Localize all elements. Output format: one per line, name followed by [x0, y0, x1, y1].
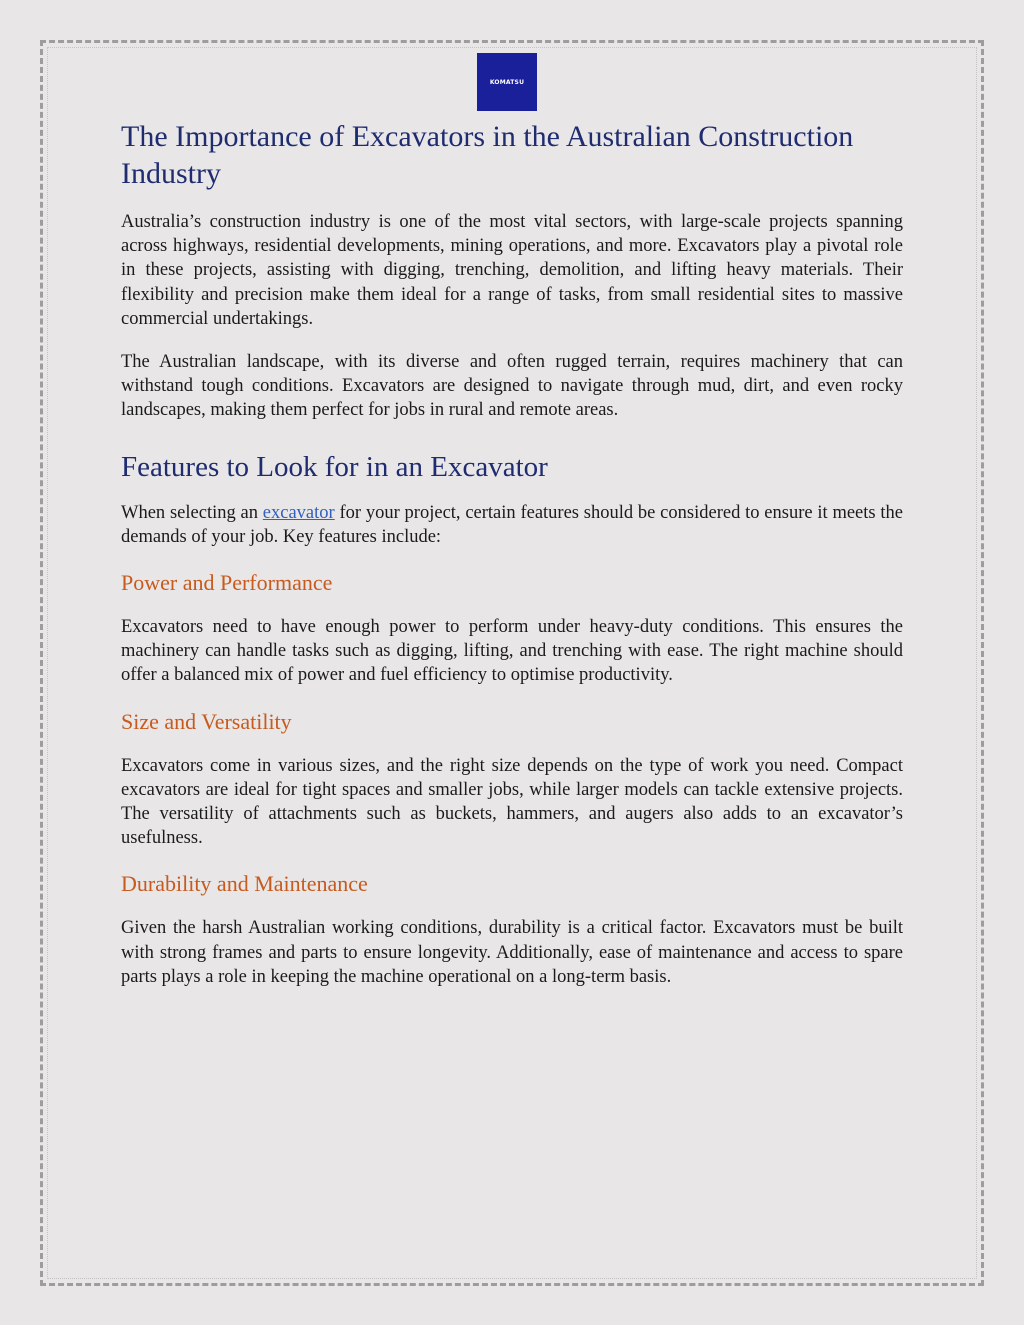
section-text-power: Excavators need to have enough power to perform under heavy-duty conditions. This ensures the machinery can handle tasks such as digging, lifting, and trenching with ease. The right machine should offer a balanced mix of power and fuel efficiency to optimise productivity.	[121, 617, 903, 686]
section-text-size: Excavators come in various sizes, and the right size depends on the type of work you need. Compact excavators are ideal for tight spaces and smaller jobs, while larger models can tackle extensive projects. The versatility of attachments such as buckets, hammers, and augers also adds to an excavator’s usefulness.	[121, 755, 903, 849]
section-heading-size: Size and Versatility	[121, 708, 292, 734]
section-heading-power: Power and Performance	[121, 570, 333, 596]
section-text-durability: Given the harsh Australian working conditions, durability is a critical factor. Excavators must be built with strong frames and parts to ensure longevity. Additionally, ease of maintenance and access to spare parts plays a role in keeping the machine operational on a long-term basis.	[121, 918, 903, 987]
page-title: The Importance of Excavators in the Australian Construction Industry	[121, 120, 854, 190]
excavator-link[interactable]: excavator	[262, 502, 335, 523]
features-intro-paragraph	[121, 501, 903, 549]
intro-paragraph-1: Australia’s construction industry is one of the most vital sectors, with large-scale projects spanning across highways, residential developments, mining operations, and more. Excavators play a pivotal role in these projects, assisting with digging, trenching, demolition, and lifting heavy materials. Their flexibility and precision make them ideal for a range of tasks, from small residential sites to massive commercial undertakings.	[121, 212, 903, 329]
article	[121, 118, 903, 1008]
features-intro-before-link: When selecting an	[121, 502, 263, 523]
features-intro-after-link: for your project, certain features should be considered to ensure it meets the demands of your job. Key features include:	[121, 502, 903, 547]
features-heading: Features to Look for in an Excavator	[121, 450, 548, 483]
section-heading-durability: Durability and Maintenance	[121, 871, 368, 897]
komatsu-logo	[477, 53, 537, 111]
intro-paragraph-2: The Australian landscape, with its diverse and often rugged terrain, requires machinery that can withstand tough conditions. Excavators are designed to navigate through mud, dirt, and even rocky landscapes, making them perfect for jobs in rural and remote areas.	[121, 352, 903, 421]
logo-text: KOMATSU	[489, 78, 525, 86]
